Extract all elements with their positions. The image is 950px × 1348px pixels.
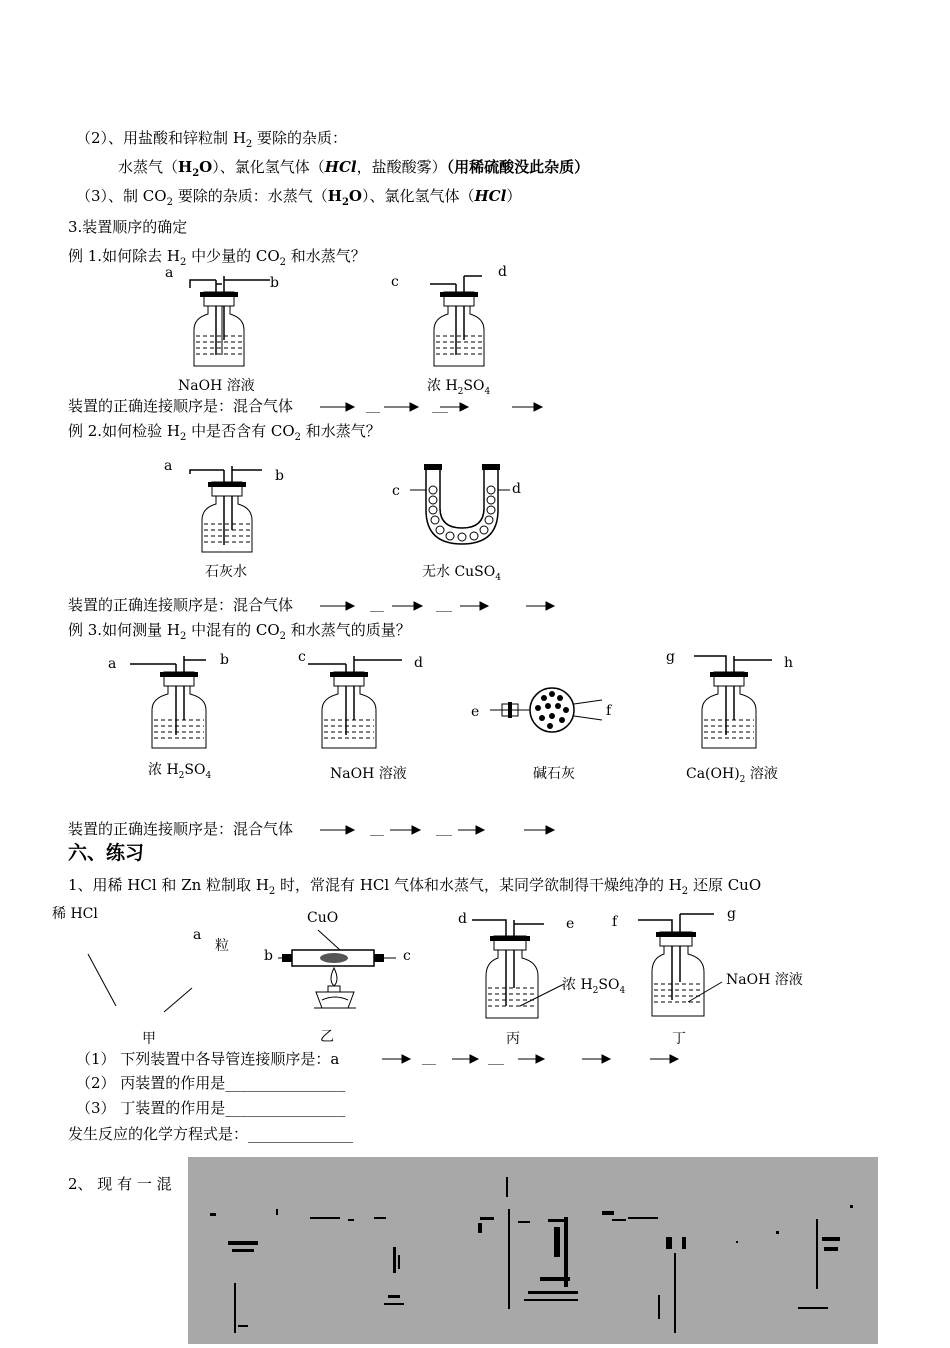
practice-2-question: 2、 现 有 一 混 [68,1175,172,1193]
tube-label-g-p: g [727,906,736,922]
tube-label-e-p: e [566,916,575,932]
reagent-naoh-ding: NaOH 溶液 [726,972,803,988]
reagent-limewater: 石灰水 [205,564,247,580]
reagent-naoh-3: NaOH 溶液 [330,766,407,782]
order-arrows-2 [320,600,560,612]
label-jia: 甲 [142,1031,156,1047]
tube-label-a: a [165,265,174,281]
apparatus-jia-fragment [80,950,200,1010]
section-6-heading: 六、练习 [68,842,145,864]
line-h2-impurity-list: 水蒸气$(H_2O)$、氯化氢气体（HCl，盐酸酸雾）（用稀硫酸没此杂质） [118,158,590,179]
order-line-3: 装置的正确连接顺序是：混合气体 [68,820,294,838]
tube-label-c: c [391,274,399,290]
tube-label-h-3: h [784,655,794,671]
wash-bottle-naoh-3 [300,650,410,760]
line-h2-impurities: （2）、用盐酸和锌粒制 $H_2$ 要除的杂质： [76,129,348,150]
apparatus-yi-combustion-tube [278,928,408,1018]
order-line-2: 装置的正确连接顺序是：混合气体 [68,596,294,614]
wash-bottle-naoh [180,270,260,380]
tube-label-a-p: a [193,927,202,943]
tube-label-b-p: b [264,948,273,964]
tube-label-d-3: d [414,655,423,671]
example-2-question: 例 2.如何检验 $H_2$ 中是否含有 $CO_2$ 和水蒸气？ [68,422,381,443]
reagent-h2so4-3: 浓 $H_2SO_4$ [148,762,212,781]
tube-label-c-3: c [298,649,306,665]
tube-label-b-3: b [220,652,229,668]
example-1-question: 例 1.如何除去 $H_2$ 中少量的 $CO_2$ 和水蒸气？ [68,247,366,268]
tube-label-g-3: g [666,649,675,665]
section-3-heading: 3.装置顺序的确定 [68,218,188,236]
subquestion-equation: 发生反应的化学方程式是：______________ [68,1125,354,1143]
apparatus-bing-h2so4 [470,910,570,1025]
tube-label-d-p: d [458,911,467,927]
wash-bottle-h2so4-3 [130,650,220,760]
subquestion-3: （3） 丁装置的作用是________________ [76,1099,346,1117]
tube-label-a-3: a [108,656,117,672]
label-yi: 乙 [320,1029,334,1045]
u-tube-cuso4 [410,460,520,550]
example-3-question: 例 3.如何测量 $H_2$ 中混有的 $CO_2$ 和水蒸气的质量？ [68,621,411,642]
reagent-naoh-1: NaOH 溶液 [178,378,255,394]
reagent-caoh2: $Ca(OH)_2$ 溶液 [686,766,778,785]
label-cuo: CuO [307,910,339,926]
tube-label-f-p: f [612,914,618,930]
label-bing: 丙 [506,1031,520,1047]
reagent-h2so4-1: 浓 $H_2SO_4$ [427,378,491,397]
reagent-h2so4-bing: 浓 $H_2SO_4$ [562,977,626,996]
tube-label-b: b [270,275,279,291]
reagent-cuso4: 无水 CuSO$_4$ [422,564,501,583]
label-dilute-hcl: 稀 HCl [52,906,98,922]
wash-bottle-caoh2 [680,650,790,760]
subquestion-1: （1） 下列装置中各导管连接顺序是：a [76,1050,340,1068]
wash-bottle-h2so4 [420,270,500,380]
label-zn-granules: 粒 [215,938,229,954]
label-ding: 丁 [672,1031,686,1047]
order-arrows-practice [378,1053,688,1065]
reagent-sodalime: 碱石灰 [533,766,575,782]
line-co2-impurities: （3）、制 $CO_2$ 要除的杂质：水蒸气$(H_2O)$、氯化氢气体（HCl） [76,187,522,208]
tube-label-d: d [498,264,507,280]
order-line-1: 装置的正确连接顺序是：混合气体 [68,397,294,415]
order-arrows-3 [320,824,560,836]
wash-bottle-limewater [188,460,268,560]
apparatus-ding-naoh [636,904,746,1024]
scanned-figure [188,1157,878,1344]
subquestion-2: （2） 丙装置的作用是________________ [76,1074,346,1092]
tube-label-c-2: c [392,483,400,499]
tube-label-c-p: c [403,948,411,964]
tube-label-f-3: f [606,703,612,719]
tube-label-d-2: d [512,481,521,497]
tube-label-b-2: b [275,468,284,484]
order-arrows-1 [320,401,550,413]
drying-tube-sodalime [490,680,610,740]
scanned-figure-speckles [188,1157,878,1344]
practice-1-question: 1、用稀 HCl 和 Zn 粒制取 $H_2$ 时，常混有 HCl 气体和水蒸气，某同学欲制得干燥纯净的 $H_2$ 还原 CuO [68,876,762,897]
tube-label-a-2: a [164,458,173,474]
tube-label-e-3: e [471,704,480,720]
